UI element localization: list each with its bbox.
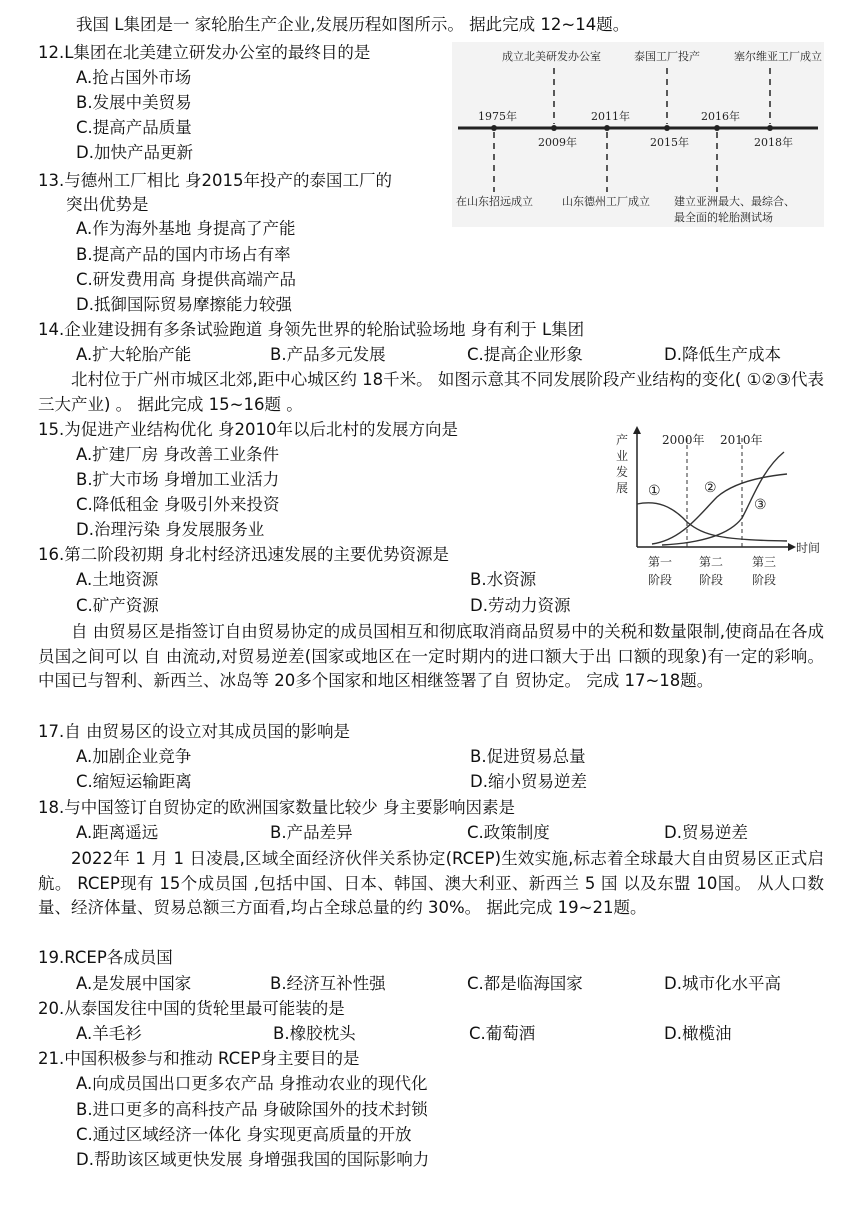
timeline-figure (452, 42, 824, 227)
q13-option-d: D.抵御国际贸易摩擦能力较强 (76, 295, 292, 314)
stage-3-line1: 第三 (752, 555, 777, 569)
chart-ylabel-char: 产 (616, 433, 629, 447)
stage-3-line2: 阶段 (752, 573, 777, 587)
chart-xlabel: 时间 (796, 541, 821, 555)
q19-option-b: B.经济互补性强 (270, 974, 386, 993)
q13-stem-line1: 13.与德州工厂相比 身2015年投产的泰国工厂的 (38, 171, 392, 190)
q15-option-c: C.降低租金 身吸引外来投资 (76, 495, 280, 514)
q19-stem: 19.RCEP各成员国 (38, 948, 173, 967)
q16-option-c: C.矿产资源 (76, 596, 159, 615)
timeline-event-north-america: 成立北美研发办公室 (502, 50, 601, 63)
q18-option-b: B.产品差异 (270, 823, 353, 842)
q12-stem: 12.L集团在北美建立研发办公室的最终目的是 (38, 43, 371, 62)
q19-option-c: C.都是临海国家 (467, 974, 583, 993)
intro-text-2: 北村位于广州市城区北郊,距中心城区约 18千米。 如图示意其不同发展阶段产业结构的变化( ①②③代表三大产业) 。 据此完成 15~16题 。 (38, 370, 824, 414)
q13-option-a: A.作为海外基地 身提高了产能 (76, 219, 296, 238)
q18-option-a: A.距离遥远 (76, 823, 159, 842)
timeline-year-2018: 2018年 (754, 136, 793, 149)
intro-text-3: 自 由贸易区是指签订自由贸易协定的成员国相互和彻底取消商品贸易中的关税和数量限制,使商品在各成员国之间可以 自 由流动,对贸易逆差(国家或地区在一定时期内的进口额大于出 口额的现象)有一定的彩响。 中国已与智利、新西兰、冰岛等 20多个国家和地区相继签署了自 贸协定。 完成 17~18题。 (38, 622, 824, 690)
q18-stem: 18.与中国签订自贸协定的欧洲国家数量比较少 身主要影响因素是 (38, 798, 515, 817)
q21-option-c: C.通过区域经济一体化 身实现更高质量的开放 (76, 1125, 412, 1144)
timeline-event-thailand: 泰国工厂投产 (634, 50, 700, 63)
timeline-year-2015: 2015年 (650, 136, 689, 149)
q16-option-a: A.土地资源 (76, 570, 159, 589)
q12-option-a: A.抢占国外市场 (76, 68, 192, 87)
stage-2-line2: 阶段 (699, 573, 724, 587)
q16-option-b: B.水资源 (470, 570, 537, 589)
industry-structure-chart (612, 422, 832, 594)
q16-stem: 16.第二阶段初期 身北村经济迅速发展的主要优势资源是 (38, 545, 449, 564)
q19-option-d: D.城市化水平高 (664, 974, 781, 993)
series-label-2: ② (704, 480, 717, 496)
marker-2010-label: 2010年 (720, 433, 763, 447)
q20-stem: 20.从泰国发往中国的货轮里最可能装的是 (38, 999, 345, 1018)
series-label-1: ① (648, 483, 661, 499)
stage-1-line1: 第一 (648, 555, 673, 569)
q17-stem: 17.自 由贸易区的设立对其成员国的影响是 (38, 722, 350, 741)
timeline-event-dezhou: 山东德州工厂成立 (562, 195, 650, 208)
q12-option-c: C.提高产品质量 (76, 118, 192, 137)
chart-ylabel-char: 发 (616, 465, 629, 479)
q21-option-a: A.向成员国出口更多农产品 身推动农业的现代化 (76, 1074, 428, 1093)
timeline-year-2011: 2011年 (591, 110, 630, 123)
q20-option-b: B.橡胶枕头 (273, 1024, 356, 1043)
timeline-year-2009: 2009年 (538, 136, 577, 149)
q21-option-d: D.帮助该区域更快发展 身增强我国的国际影响力 (76, 1150, 430, 1169)
q13-stem-line2: 突出优势是 (66, 195, 149, 214)
q15-option-b: B.扩大市场 身增加工业活力 (76, 470, 280, 489)
q17-option-c: C.缩短运输距离 (76, 772, 192, 791)
q17-option-b: B.促进贸易总量 (470, 747, 586, 766)
q14-option-d: D.降低生产成本 (664, 345, 781, 364)
q20-option-a: A.羊毛衫 (76, 1024, 142, 1043)
series-label-3: ③ (754, 497, 767, 513)
intro-text-1: 我国 L集团是一 家轮胎生产企业,发展历程如图所示。 据此完成 12~14题。 (76, 15, 630, 34)
stage-1-line2: 阶段 (648, 573, 673, 587)
q13-option-c: C.研发费用高 身提供高端产品 (76, 270, 297, 289)
q13-option-b: B.提高产品的国内市场占有率 (76, 245, 291, 264)
timeline-event-zhaoyuan: 在山东招远成立 (456, 195, 533, 208)
q17-option-d: D.缩小贸易逆差 (470, 772, 587, 791)
q18-option-d: D.贸易逆差 (664, 823, 748, 842)
q20-option-d: D.橄榄油 (664, 1024, 732, 1043)
marker-2000-label: 2000年 (662, 433, 705, 447)
q16-option-d: D.劳动力资源 (470, 596, 571, 615)
q15-option-a: A.扩建厂房 身改善工业条件 (76, 445, 279, 464)
timeline-event-test-field-2: 最全面的轮胎测试场 (674, 211, 773, 224)
q14-option-a: A.扩大轮胎产能 (76, 345, 192, 364)
timeline-year-2016: 2016年 (701, 110, 740, 123)
timeline-event-serbia: 塞尔维亚工厂成立 (734, 50, 822, 63)
chart-ylabel-char: 业 (616, 449, 629, 463)
q17-option-a: A.加剧企业竞争 (76, 747, 192, 766)
timeline-year-1975: 1975年 (478, 110, 517, 123)
stage-2-line1: 第二 (699, 555, 724, 569)
q15-option-d: D.治理污染 身发展服务业 (76, 520, 265, 539)
q18-option-c: C.政策制度 (467, 823, 550, 842)
q14-option-b: B.产品多元发展 (270, 345, 386, 364)
q20-option-c: C.葡萄酒 (469, 1024, 536, 1043)
timeline-event-test-field-1: 建立亚洲最大、最综合、 (674, 195, 795, 208)
q19-option-a: A.是发展中国家 (76, 974, 192, 993)
q14-option-c: C.提高企业形象 (467, 345, 583, 364)
chart-ylabel-char: 展 (616, 481, 629, 495)
q14-stem: 14.企业建设拥有多条试验跑道 身领先世界的轮胎试验场地 身有利于 L集团 (38, 320, 585, 339)
intro-text-4: 2022年 1 月 1 日凌晨,区域全面经济伙伴关系协定(RCEP)生效实施,标志着全球最大自由贸易区正式启航。 RCEP现有 15个成员国 ,包括中国、日本、韩国、澳大利亚、新西兰 5 国 以及东盟 10国。 从人口数量、经济体量、贸易总额三方面看,均占全球总量的约 30%。 据此完成 19~21题。 (38, 849, 824, 917)
q21-option-b: B.进口更多的高科技产品 身破除国外的技术封锁 (76, 1100, 428, 1119)
q12-option-d: D.加快产品更新 (76, 143, 193, 162)
q15-stem: 15.为促进产业结构优化 身2010年以后北村的发展方向是 (38, 420, 458, 439)
q21-stem: 21.中国积极参与和推动 RCEP身主要目的是 (38, 1049, 360, 1068)
q12-option-b: B.发展中美贸易 (76, 93, 192, 112)
chart-ylabel-group (616, 432, 628, 495)
